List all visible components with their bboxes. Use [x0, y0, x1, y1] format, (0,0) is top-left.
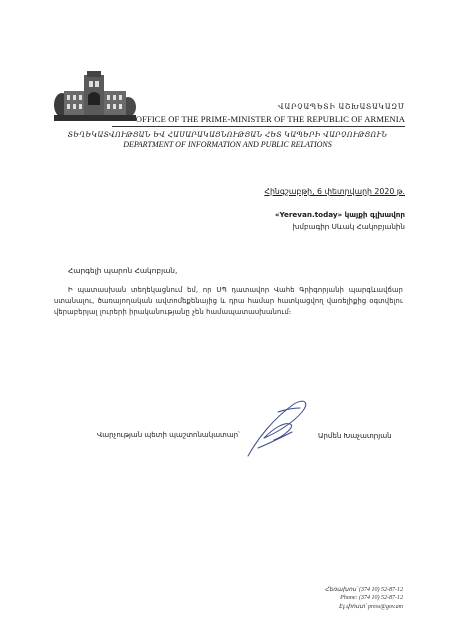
department-title-armenian: ՏԵՂԵԿԱՏՎՈՒԹՅԱՆ ԵՎ ՀԱՍԱՐԱԿԱՅՆՈՒԹՅԱՆ ՀԵՏ ԿԱՊԵՐԻ ՎԱՐՉՈՒԹՅՈՒՆ — [67, 130, 388, 139]
contact-email: Էլ.փոստ՝ press@gov.am — [338, 603, 403, 610]
signatory-name: Արմեն Խաչատրյան — [318, 431, 392, 440]
office-title-english: OFFICE OF THE PRIME-MINISTER OF THE REPUBLIC OF ARMENIA — [135, 114, 405, 124]
letter-date: Հինգշաբթի, 6 փետրվարի 2020 թ. — [264, 187, 405, 196]
letter-greeting: Հարգելի պարոն Հակոբյան, — [68, 266, 178, 275]
office-title-armenian: ՎԱՐՉԱՊԵՏԻ ԱՇԽԱՏԱԿԱԶՄ — [278, 103, 405, 111]
contact-phone-english: Phone: (374 10) 52-87-12 — [340, 595, 403, 602]
letter-body: Ի պատասխան տեղեկացնում եմ, որ ՍՊ դատավոր Վահե Գրիգորյանի պարգևավճար ստանալու, ծառայողական ավտոմեքենայից և դրա համար հատկացվող վառելիքից օգտվելու վերաբերյալ լուրերի իրականությանը չեն համապատասխանում։ — [54, 286, 403, 316]
department-title-english: DEPARTMENT OF INFORMATION AND PUBLIC RELATIONS — [123, 140, 332, 149]
contact-phone: Հեռախոս՝ (374 10) 52-87-12 — [324, 587, 403, 593]
contact-block — [325, 586, 403, 611]
government-building-icon — [54, 71, 136, 121]
signatory-title: Վարչության պետի պաշտոնակատար՝ — [97, 431, 240, 439]
addressee-line-2: խմբագիր Սևակ Հակոբյանին — [292, 222, 405, 231]
addressee-line-1: «Yerevan.today» կայքի գլխավոր — [274, 210, 405, 219]
header-divider — [112, 126, 405, 127]
signature-icon — [244, 398, 312, 460]
